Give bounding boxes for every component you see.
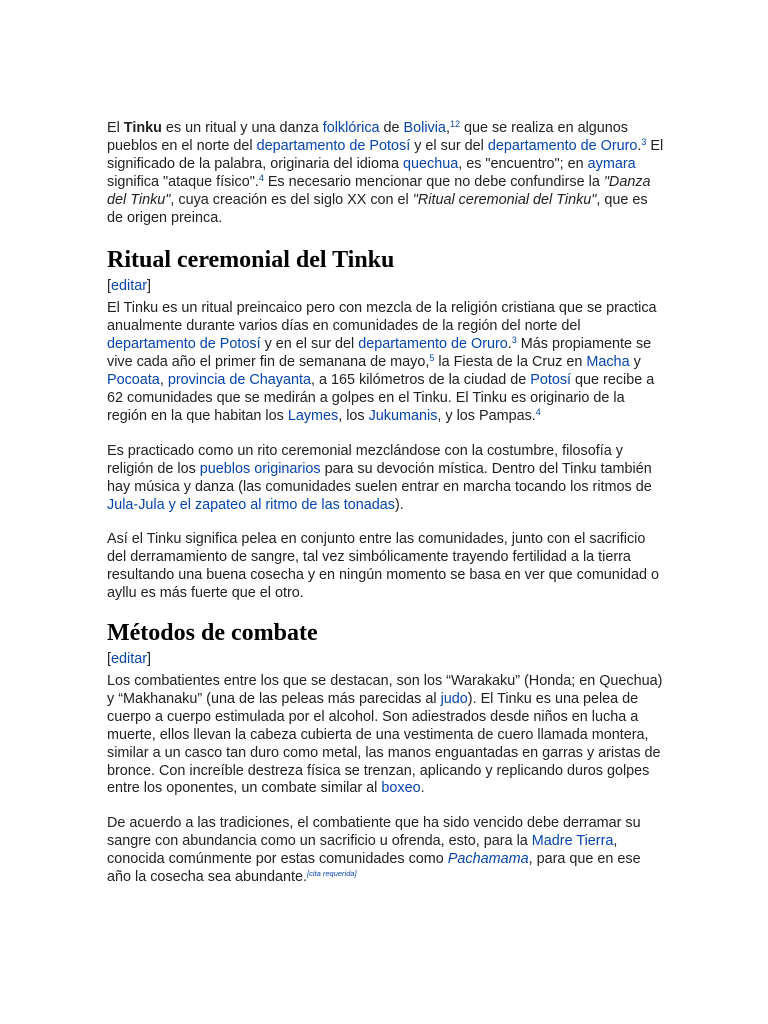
intro-text: El xyxy=(107,120,124,136)
edit-link[interactable]: editar xyxy=(111,651,147,668)
judo-link[interactable]: judo xyxy=(440,690,468,707)
departamento-oruro-link[interactable]: departamento de Oruro xyxy=(358,336,508,353)
edit-bracket-open: [ xyxy=(107,278,111,295)
ritual-paragraph-3: Así el Tinku significa pelea en conjunto entre las comunidades, junto con el sacrificio del derramamiento de sangre, tal vez simbólicamente trayendo fertilidad a la tierra resultando una buena cosecha y en ningún momento se basa en ver que comunidad o ayllu es más fuerte que el otro. xyxy=(107,531,660,602)
combate-paragraph-2 xyxy=(107,815,667,887)
paragraph-text: y en el sur del xyxy=(260,336,359,353)
provincia-chayanta-link[interactable]: provincia de Chayanta xyxy=(167,372,312,389)
edit-section-combate xyxy=(107,650,667,668)
paragraph-text: , los xyxy=(338,407,369,424)
paragraph-text: que recibe a 62 comunidades que se medirán a golpes en el Tinku. El Tinku es originario de la región en la que habitan los xyxy=(107,372,655,424)
reference-4-link[interactable]: 4 xyxy=(258,172,264,183)
section-heading-ritual: Ritual ceremonial del Tinku xyxy=(107,247,395,274)
paragraph-text: , para que en ese año la cosecha sea abundante. xyxy=(107,851,641,886)
intro-text: de xyxy=(379,120,404,136)
intro-paragraph xyxy=(107,120,667,227)
intro-text: , es "encuentro"; en xyxy=(458,155,588,172)
paragraph-text: Es practicado como un rito ceremonial mezclándose con la costumbre, filosofía y religión de los xyxy=(107,442,623,477)
laymes-link[interactable]: Laymes xyxy=(287,407,339,424)
paragraph-text: De acuerdo a las tradiciones, el combatiente que ha sido vencido debe derramar su sangre con abundancia como un sacrificio u ofrenda, esto, para la xyxy=(107,815,641,850)
aymara-link[interactable]: aymara xyxy=(587,155,636,172)
quechua-link[interactable]: quechua xyxy=(403,155,459,172)
departamento-potosi-link[interactable]: departamento de Potosí xyxy=(256,137,411,154)
edit-bracket-open: [ xyxy=(107,651,111,668)
paragraph-text: la Fiesta de la Cruz en xyxy=(434,354,587,371)
ritual-paragraph-1 xyxy=(107,300,667,425)
intro-text: significa "ataque físico". xyxy=(107,173,259,190)
departamento-potosi-link[interactable]: departamento de Potosí xyxy=(107,336,261,353)
paragraph-text: , y los Pampas. xyxy=(437,407,536,424)
section-heading-combate: Métodos de combate xyxy=(107,620,318,647)
edit-section-ritual xyxy=(107,277,667,295)
reference-3-link[interactable]: 3 xyxy=(641,136,647,147)
reference-5-link[interactable]: 5 xyxy=(429,353,435,364)
intro-text: y el sur del xyxy=(410,137,488,154)
reference-12-link[interactable]: 12 xyxy=(449,119,460,129)
macha-link[interactable]: Macha xyxy=(586,354,630,371)
departamento-oruro-link[interactable]: departamento de Oruro xyxy=(487,137,638,154)
paragraph-text: El Tinku es un ritual preincaico pero con mezcla de la religión cristiana que se practica anualmente durante varios días en comunidades de la región del norte del xyxy=(107,300,657,335)
edit-bracket-close: ] xyxy=(147,278,151,295)
boxeo-link[interactable]: boxeo xyxy=(381,780,421,797)
potosi-link[interactable]: Potosí xyxy=(530,372,572,389)
paragraph-text: Los combatientes entre los que se destacan, son los “Warakaku” (Honda; en Quechua) y “Makhanaku” (una de las peleas más parecidas al xyxy=(107,673,663,707)
ritual-ceremonial-italic: "Ritual ceremonial del Tinku" xyxy=(412,191,597,208)
danza-del-tinku-italic: "Danza del Tinku" xyxy=(107,173,651,208)
paragraph-text: , a 165 kilómetros de la ciudad de xyxy=(311,372,531,389)
paragraph-text: ). El Tinku es una pelea de cuerpo a cuerpo estimulada por el alcohol. Son adiestrados desde niños en lucha a muerte, ellos llevan la cabeza cubierta de una vestimenta de cuero llamada montera, similar a un casco tan duro como metal, las manos enguantadas en garras y aristas de bronce. Con increíble destreza física se trenzan, aplicando y replicando duros golpes entre los oponentes, un combate similar al xyxy=(107,690,661,797)
bolivia-link[interactable]: Bolivia xyxy=(403,120,446,136)
intro-text: El significado de la palabra, originaria del idioma xyxy=(107,137,664,172)
ritual-paragraph-2 xyxy=(107,443,667,515)
jula-jula-link[interactable]: Jula-Jula y el zapateo al ritmo de las tonadas xyxy=(107,496,395,513)
madre-tierra-link[interactable]: Madre Tierra xyxy=(531,833,614,850)
paragraph-text: y xyxy=(629,354,641,371)
pueblos-originarios-link[interactable]: pueblos originarios xyxy=(199,460,321,477)
article-content xyxy=(107,120,667,904)
paragraph-text: para su devoción mística. Dentro del Tinku también hay música y danza (las comunidades suelen entrar en marcha tocando los ritmos de xyxy=(107,460,652,495)
paragraph-text: Más propiamente se vive cada año el primer fin de semanana de mayo, xyxy=(107,336,652,371)
jukumanis-link[interactable]: Jukumanis xyxy=(368,407,438,424)
intro-text: es un ritual y una danza xyxy=(161,120,323,136)
reference-4-link[interactable]: 4 xyxy=(535,406,541,417)
intro-text: . xyxy=(637,137,642,154)
intro-text: , xyxy=(445,120,450,136)
paragraph-text: ). xyxy=(394,496,404,513)
reference-3-link[interactable]: 3 xyxy=(511,335,517,346)
intro-text: , cuya creación es del siglo XX con el xyxy=(170,191,413,208)
cita-requerida-link[interactable]: [cita requerida] xyxy=(307,869,357,879)
edit-link[interactable]: editar xyxy=(111,278,147,295)
pachamama-link[interactable]: Pachamama xyxy=(447,851,529,868)
paragraph-text: . xyxy=(507,336,512,353)
paragraph-text: , conocida comúnmente por estas comunidades como xyxy=(107,833,618,868)
folklorica-link[interactable]: folklórica xyxy=(322,120,380,136)
edit-bracket-close: ] xyxy=(147,651,151,668)
intro-text: que se realiza en algunos pueblos en el norte del xyxy=(107,120,628,154)
paragraph-text: . xyxy=(420,780,425,797)
intro-text: Es necesario mencionar que no debe confundirse la xyxy=(263,173,604,190)
combate-paragraph-1 xyxy=(107,673,667,798)
paragraph-text: , xyxy=(159,372,168,389)
pocoata-link[interactable]: Pocoata xyxy=(107,372,160,389)
tinku-bold: Tinku xyxy=(123,120,162,136)
intro-text: , que es de origen preinca. xyxy=(107,191,648,226)
